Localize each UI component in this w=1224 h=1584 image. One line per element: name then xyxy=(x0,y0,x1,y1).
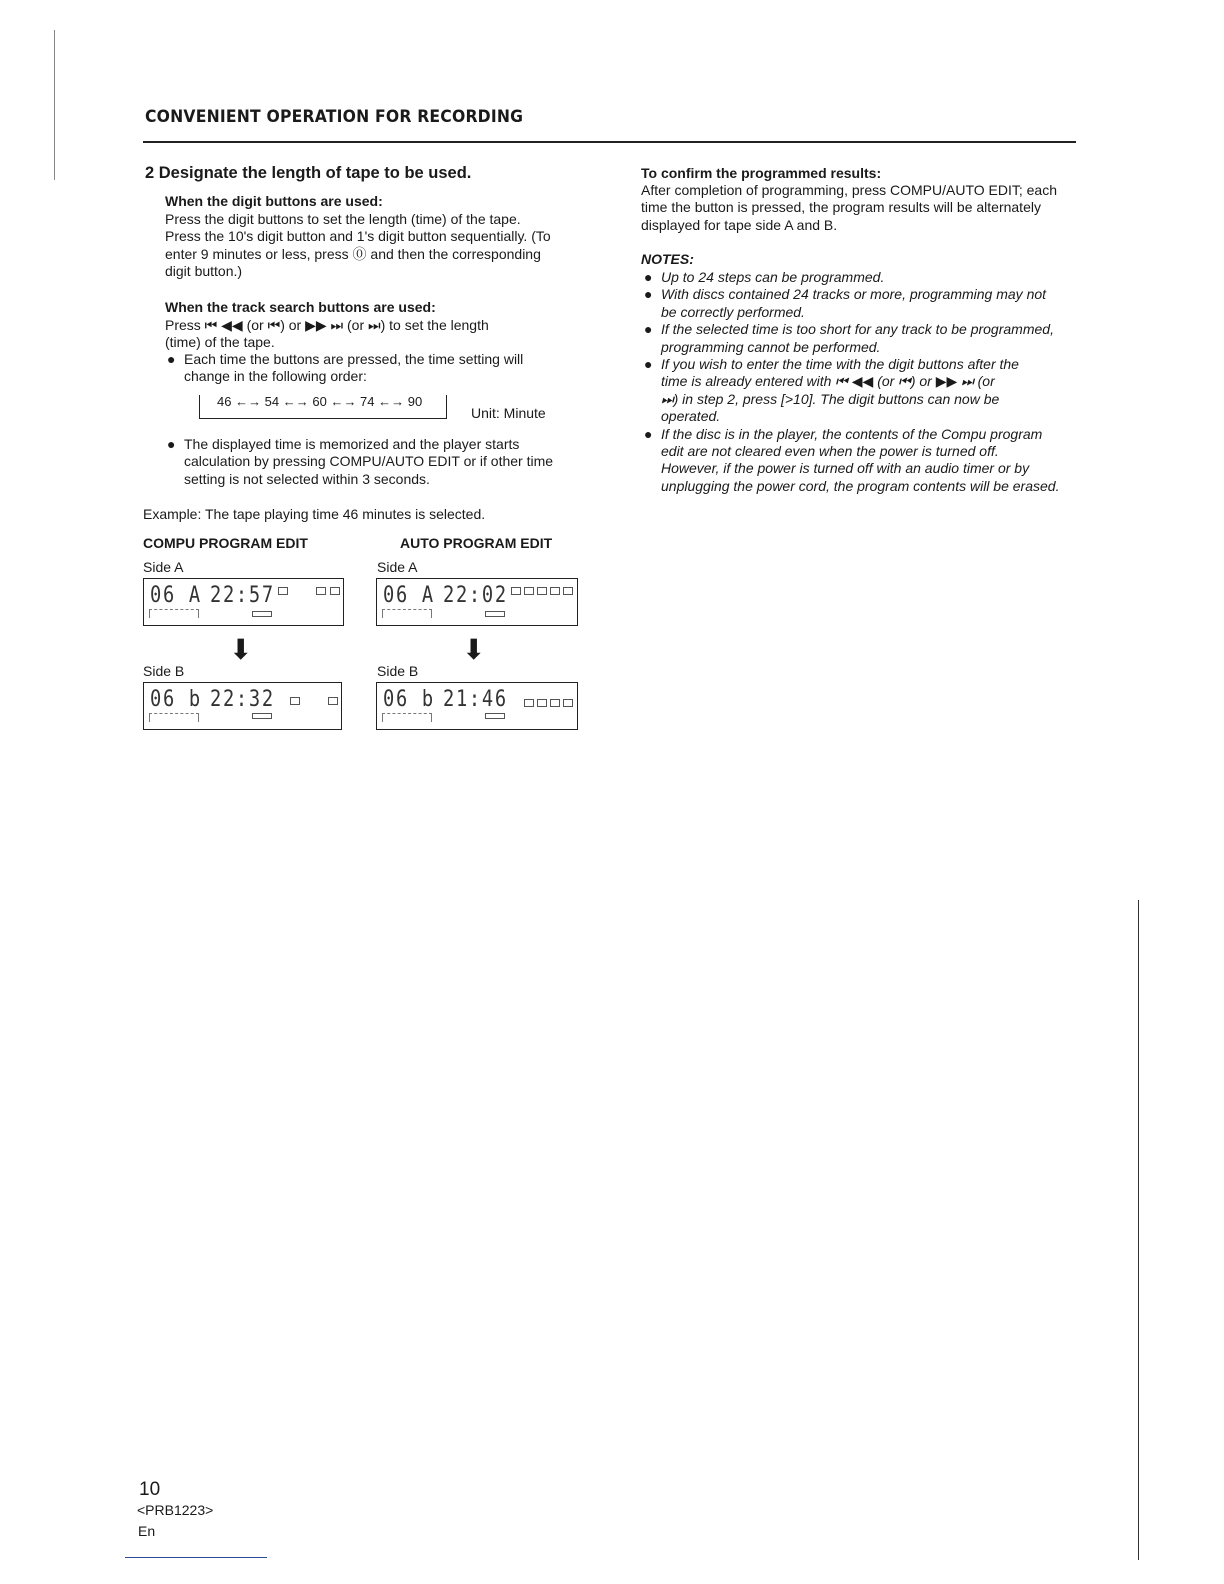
note-item xyxy=(644,425,1075,496)
side-b-label: Side B xyxy=(377,663,419,679)
note-item xyxy=(644,286,1075,321)
side-a-label: Side A xyxy=(377,559,418,575)
text-line: enter 9 minutes or less, press ⓪ and then the corresponding xyxy=(165,245,541,262)
bullet-icon: ● xyxy=(644,425,653,442)
text-line: Press ⏮ ◀◀ (or ⏮) or ▶▶ ⏭ (or ⏭) to set the length xyxy=(165,317,489,333)
lcd-indicator xyxy=(524,699,534,707)
text-line: programming cannot be performed. xyxy=(661,338,881,355)
bullet-icon: ● xyxy=(644,356,653,373)
text-line: If the selected time is too short for any track to be programmed, xyxy=(661,321,1054,338)
lcd-indicator xyxy=(511,587,521,595)
confirm-heading: To confirm the programmed results: xyxy=(641,165,882,181)
note-item xyxy=(644,321,1075,356)
lcd-time: 22:02 xyxy=(443,583,508,608)
text-line: edit are not cleared even when the power is turned off. xyxy=(661,443,999,460)
bullet-icon: ● xyxy=(644,269,653,285)
scan-mark-right xyxy=(1138,900,1139,1560)
document-code: <PRB1223> xyxy=(137,1502,214,1518)
text-line: time is already entered with ⏮ ◀◀ (or ⏮) or ▶▶ ⏭ (or xyxy=(661,373,995,390)
lcd-time: 22:57 xyxy=(210,583,275,608)
bullet-memorized xyxy=(167,436,578,488)
lcd-program-indicator xyxy=(252,713,272,719)
lcd-program-indicator xyxy=(485,713,505,719)
bullet-icon: ● xyxy=(644,286,653,303)
text-line: Press the digit buttons to set the length (time) of the tape. xyxy=(165,211,521,227)
text-line: ⏭) in step 2, press [>10]. The digit buttons can now be xyxy=(661,390,1000,407)
text-line: The displayed time is memorized and the player starts xyxy=(184,436,520,452)
lcd-track: 06 A xyxy=(383,583,435,608)
lcd-indicator xyxy=(278,587,288,595)
notes-heading: NOTES: xyxy=(641,251,694,267)
lcd-time: 21:46 xyxy=(443,687,508,712)
note-item xyxy=(644,269,1075,286)
confirm-text xyxy=(641,182,1075,234)
lcd-track: 06 b xyxy=(383,687,435,712)
text-line: However, if the power is turned off with an audio timer or by xyxy=(661,460,1030,477)
example-text: Example: The tape playing time 46 minutes is selected. xyxy=(143,506,486,522)
lcd-compu-side-b xyxy=(143,682,342,730)
lcd-bracket xyxy=(382,713,432,722)
footer-rule xyxy=(125,1557,267,1558)
lcd-indicator xyxy=(563,587,573,595)
lcd-track: 06 A xyxy=(150,583,202,608)
lcd-bracket xyxy=(382,609,432,618)
lcd-auto-side-a xyxy=(376,578,578,626)
compu-edit-title: COMPU PROGRAM EDIT xyxy=(143,535,308,551)
lcd-indicator xyxy=(330,587,340,595)
lcd-indicator xyxy=(537,587,547,595)
arrow-down-icon: ⬇ xyxy=(462,634,486,665)
text-line: If the disc is in the player, the contents of the Compu program xyxy=(661,425,1043,442)
arrow-down-icon: ⬇ xyxy=(229,634,253,665)
bullet-icon: ● xyxy=(167,436,176,452)
unit-label: Unit: Minute xyxy=(471,405,546,421)
text-line: After completion of programming, press COMPU/AUTO EDIT; each xyxy=(641,182,1057,198)
lcd-indicator xyxy=(328,697,338,705)
section-title: CONVENIENT OPERATION FOR RECORDING xyxy=(145,107,524,127)
lcd-track: 06 b xyxy=(150,687,202,712)
text-line: be correctly performed. xyxy=(661,303,805,320)
digit-buttons-text xyxy=(165,211,578,281)
text-line: (time) of the tape. xyxy=(165,334,275,351)
text-line: setting is not selected within 3 seconds. xyxy=(184,470,430,487)
text-line: Up to 24 steps can be programmed. xyxy=(661,269,885,285)
note-item xyxy=(644,356,1075,426)
time-order-sequence: 46 ←→ 54 ←→ 60 ←→ 74 ←→ 90 xyxy=(214,394,425,409)
header-rule xyxy=(143,141,1076,143)
track-search-heading: When the track search buttons are used: xyxy=(165,299,436,315)
lcd-indicator xyxy=(524,587,534,595)
lcd-indicator xyxy=(563,699,573,707)
text-line: calculation by pressing COMPU/AUTO EDIT or if other time xyxy=(184,453,554,470)
text-line: Each time the buttons are pressed, the time setting will xyxy=(184,351,524,367)
bullet-time-order xyxy=(167,351,578,386)
scan-mark-left xyxy=(54,30,55,180)
lcd-indicator xyxy=(316,587,326,595)
lcd-bracket xyxy=(149,713,199,722)
lcd-compu-side-a xyxy=(143,578,344,626)
step-heading: 2 Designate the length of tape to be used. xyxy=(145,164,472,182)
lcd-time: 22:32 xyxy=(210,687,275,712)
text-line: If you wish to enter the time with the digit buttons after the xyxy=(661,356,1019,373)
text-line: digit button.) xyxy=(165,263,243,280)
side-a-label: Side A xyxy=(143,559,184,575)
lcd-bracket xyxy=(149,609,199,618)
lcd-indicator xyxy=(290,697,300,705)
bullet-icon: ● xyxy=(167,351,176,367)
digit-buttons-heading: When the digit buttons are used: xyxy=(165,193,383,209)
lcd-auto-side-b xyxy=(376,682,578,730)
lcd-indicator xyxy=(537,699,547,707)
auto-edit-title: AUTO PROGRAM EDIT xyxy=(400,535,553,551)
text-line: displayed for tape side A and B. xyxy=(641,216,838,233)
language-code: En xyxy=(138,1523,156,1539)
side-b-label: Side B xyxy=(143,663,185,679)
bullet-icon: ● xyxy=(644,321,653,338)
text-line: change in the following order: xyxy=(184,368,367,385)
lcd-program-indicator xyxy=(252,611,272,617)
notes-list xyxy=(644,269,1075,495)
text-line: operated. xyxy=(661,408,721,425)
text-line: unplugging the power cord, the program contents will be erased. xyxy=(661,477,1060,494)
text-line: time the button is pressed, the program results will be alternately xyxy=(641,199,1041,216)
lcd-program-indicator xyxy=(485,611,505,617)
text-line: With discs contained 24 tracks or more, programming may not xyxy=(661,286,1047,303)
lcd-indicator xyxy=(550,587,560,595)
track-search-text xyxy=(165,317,578,352)
lcd-indicator xyxy=(550,699,560,707)
page-number: 10 xyxy=(139,1479,161,1500)
text-line: Press the 10's digit button and 1's digit button sequentially. (To xyxy=(165,228,551,245)
